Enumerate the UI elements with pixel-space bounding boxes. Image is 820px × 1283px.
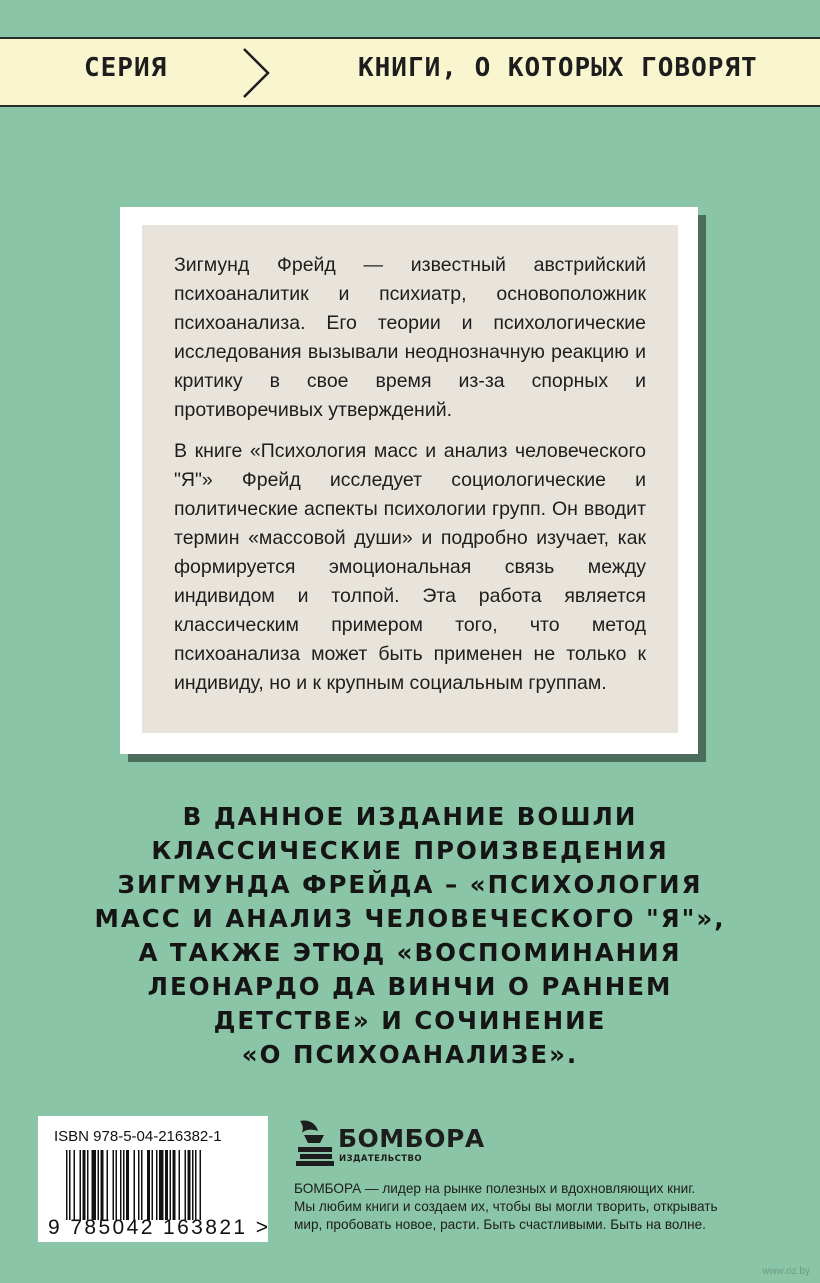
series-bar <box>0 37 820 107</box>
barcode-bar <box>69 1150 71 1220</box>
watermark: www.oz.by <box>762 1266 810 1277</box>
publisher-subtitle: ИЗДАТЕЛЬСТВО <box>339 1154 422 1164</box>
barcode-bar <box>170 1150 172 1220</box>
barcode-bar <box>80 1150 82 1220</box>
barcode-bar <box>92 1150 97 1220</box>
description-paragraph-2: В книге «Психология масс и анализ человеческого "Я"» Фрейд исследует социологические и политические аспекты психологии групп. Он вводит термин «массовой души» и подробно изучает, как формируется эмоциональная связь между индивидом и толпой. Эта работа является классическим примером того, что метод психоанализа может быть применен не только к индивиду, но и к крупным социальным группам. <box>174 440 646 694</box>
barcode-bar <box>185 1150 187 1220</box>
barcode-bar <box>123 1150 125 1220</box>
barcode-bars <box>66 1150 254 1220</box>
barcode-bar <box>152 1150 154 1220</box>
barcode-bar <box>74 1150 76 1220</box>
barcode-bar <box>192 1150 194 1220</box>
edition-contents-text <box>60 800 760 1072</box>
barcode-bar <box>126 1150 129 1220</box>
promo-line: ЗИГМУНДА ФРЕЙДА – «ПСИХОЛОГИЯ <box>117 870 703 899</box>
chevron-right-icon <box>240 47 272 99</box>
promo-line: КЛАССИЧЕСКИЕ ПРОИЗВЕДЕНИЯ <box>151 836 669 865</box>
description-paragraph-1: Зигмунд Фрейд — известный австрийский психоаналитик и психиатр, основоположник психоанализа. Его теории и психологические исследования вызывали неоднозначную реакцию и критику в свое время из-за спорных и противоречивых утверждений. <box>174 254 646 421</box>
barcode-bar <box>173 1150 176 1220</box>
barcode-bar <box>179 1150 181 1220</box>
barcode-bar <box>120 1150 122 1220</box>
barcode-bar <box>107 1150 109 1220</box>
promo-line: В ДАННОЕ ИЗДАНИЕ ВОШЛИ <box>182 802 638 831</box>
barcode-bar <box>141 1150 143 1220</box>
barcode-bar <box>156 1150 158 1220</box>
promo-line: ЛЕОНАРДО ДА ВИНЧИ О РАННЕМ <box>147 972 673 1001</box>
publisher-blurb <box>294 1180 764 1234</box>
barcode-bar <box>113 1150 115 1220</box>
promo-line: «О ПСИХОАНАЛИЗЕ». <box>241 1040 579 1069</box>
barcode-bar <box>134 1150 136 1220</box>
publisher-blurb-line: Мы любим книги и создаем их, чтобы вы могли творить, открывать <box>294 1199 718 1214</box>
barcode-bar <box>195 1150 197 1220</box>
bombora-logo-icon <box>294 1117 336 1167</box>
barcode-bar <box>165 1150 168 1220</box>
publisher-name: БОМБОРА <box>338 1124 485 1153</box>
barcode-bar <box>138 1150 140 1220</box>
barcode-bar <box>66 1150 68 1220</box>
barcode-bar <box>147 1150 150 1220</box>
barcode-bar <box>188 1150 191 1220</box>
isbn-label: ISBN 978-5-04-216382-1 <box>54 1128 222 1145</box>
publisher-blurb-line: мир, пробовать новое, расти. Быть счастливыми. Быть на волне. <box>294 1217 706 1232</box>
promo-line: ДЕТСТВЕ» И СОЧИНЕНИЕ <box>213 1006 607 1035</box>
barcode-bar <box>116 1150 118 1220</box>
description-panel <box>142 225 678 733</box>
barcode-bar <box>200 1150 202 1220</box>
series-label: СЕРИЯ <box>84 53 168 83</box>
description-text <box>174 251 646 710</box>
barcode-box <box>38 1116 271 1242</box>
series-name: КНИГИ, О КОТОРЫХ ГОВОРЯТ <box>358 53 758 83</box>
barcode-bar <box>87 1150 89 1220</box>
publisher-blurb-line: БОМБОРА — лидер на рынке полезных и вдохновляющих книг. <box>294 1181 696 1196</box>
promo-line: МАСС И АНАЛИЗ ЧЕЛОВЕЧЕСКОГО "Я"», <box>94 904 726 933</box>
barcode-bar <box>83 1150 86 1220</box>
promo-line: А ТАКЖЕ ЭТЮД «ВОСПОМИНАНИЯ <box>138 938 682 967</box>
barcode-bar <box>101 1150 104 1220</box>
description-frame <box>120 207 698 754</box>
barcode-bar <box>159 1150 164 1220</box>
barcode-bar <box>98 1150 100 1220</box>
ean-digits: 9 785042 163821 > <box>48 1216 271 1239</box>
